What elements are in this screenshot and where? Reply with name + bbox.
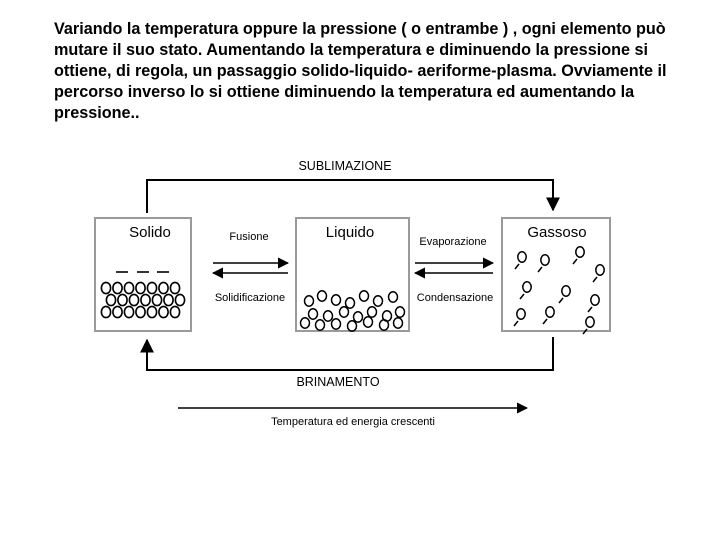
sublimation-arrow: [147, 180, 553, 213]
condensation-label: Condensazione: [416, 292, 494, 304]
evaporation-label: Evaporazione: [419, 236, 487, 248]
solidification-label: Solidificazione: [214, 292, 286, 304]
gas-box: [502, 218, 610, 334]
deposition-label: BRINAMENTO: [296, 375, 380, 389]
temperature-axis-label: Temperatura ed energia crescenti: [271, 416, 435, 428]
solid-box: [95, 218, 191, 331]
gas-label: Gassoso: [527, 224, 587, 241]
solid-label: Solido: [129, 224, 171, 241]
liquid-box: [296, 218, 409, 331]
liquid-label: Liquido: [325, 224, 375, 241]
deposition-arrow: [147, 337, 553, 370]
intro-paragraph: Variando la temperatura oppure la pressione ( o entrambe ) , ogni elemento può mutare il suo stato. Aumentando la temperatura e diminuendo la pressione si ottiene, di regola, un passaggio solido-liquido- aeriforme-plasma. Ovviamente il percorso inverso lo si ottiene diminuendo la temperatura ed aumentando la pressione..: [54, 20, 667, 122]
sublimation-label: SUBLIMAZIONE: [298, 159, 392, 173]
fusion-label: Fusione: [229, 231, 269, 243]
